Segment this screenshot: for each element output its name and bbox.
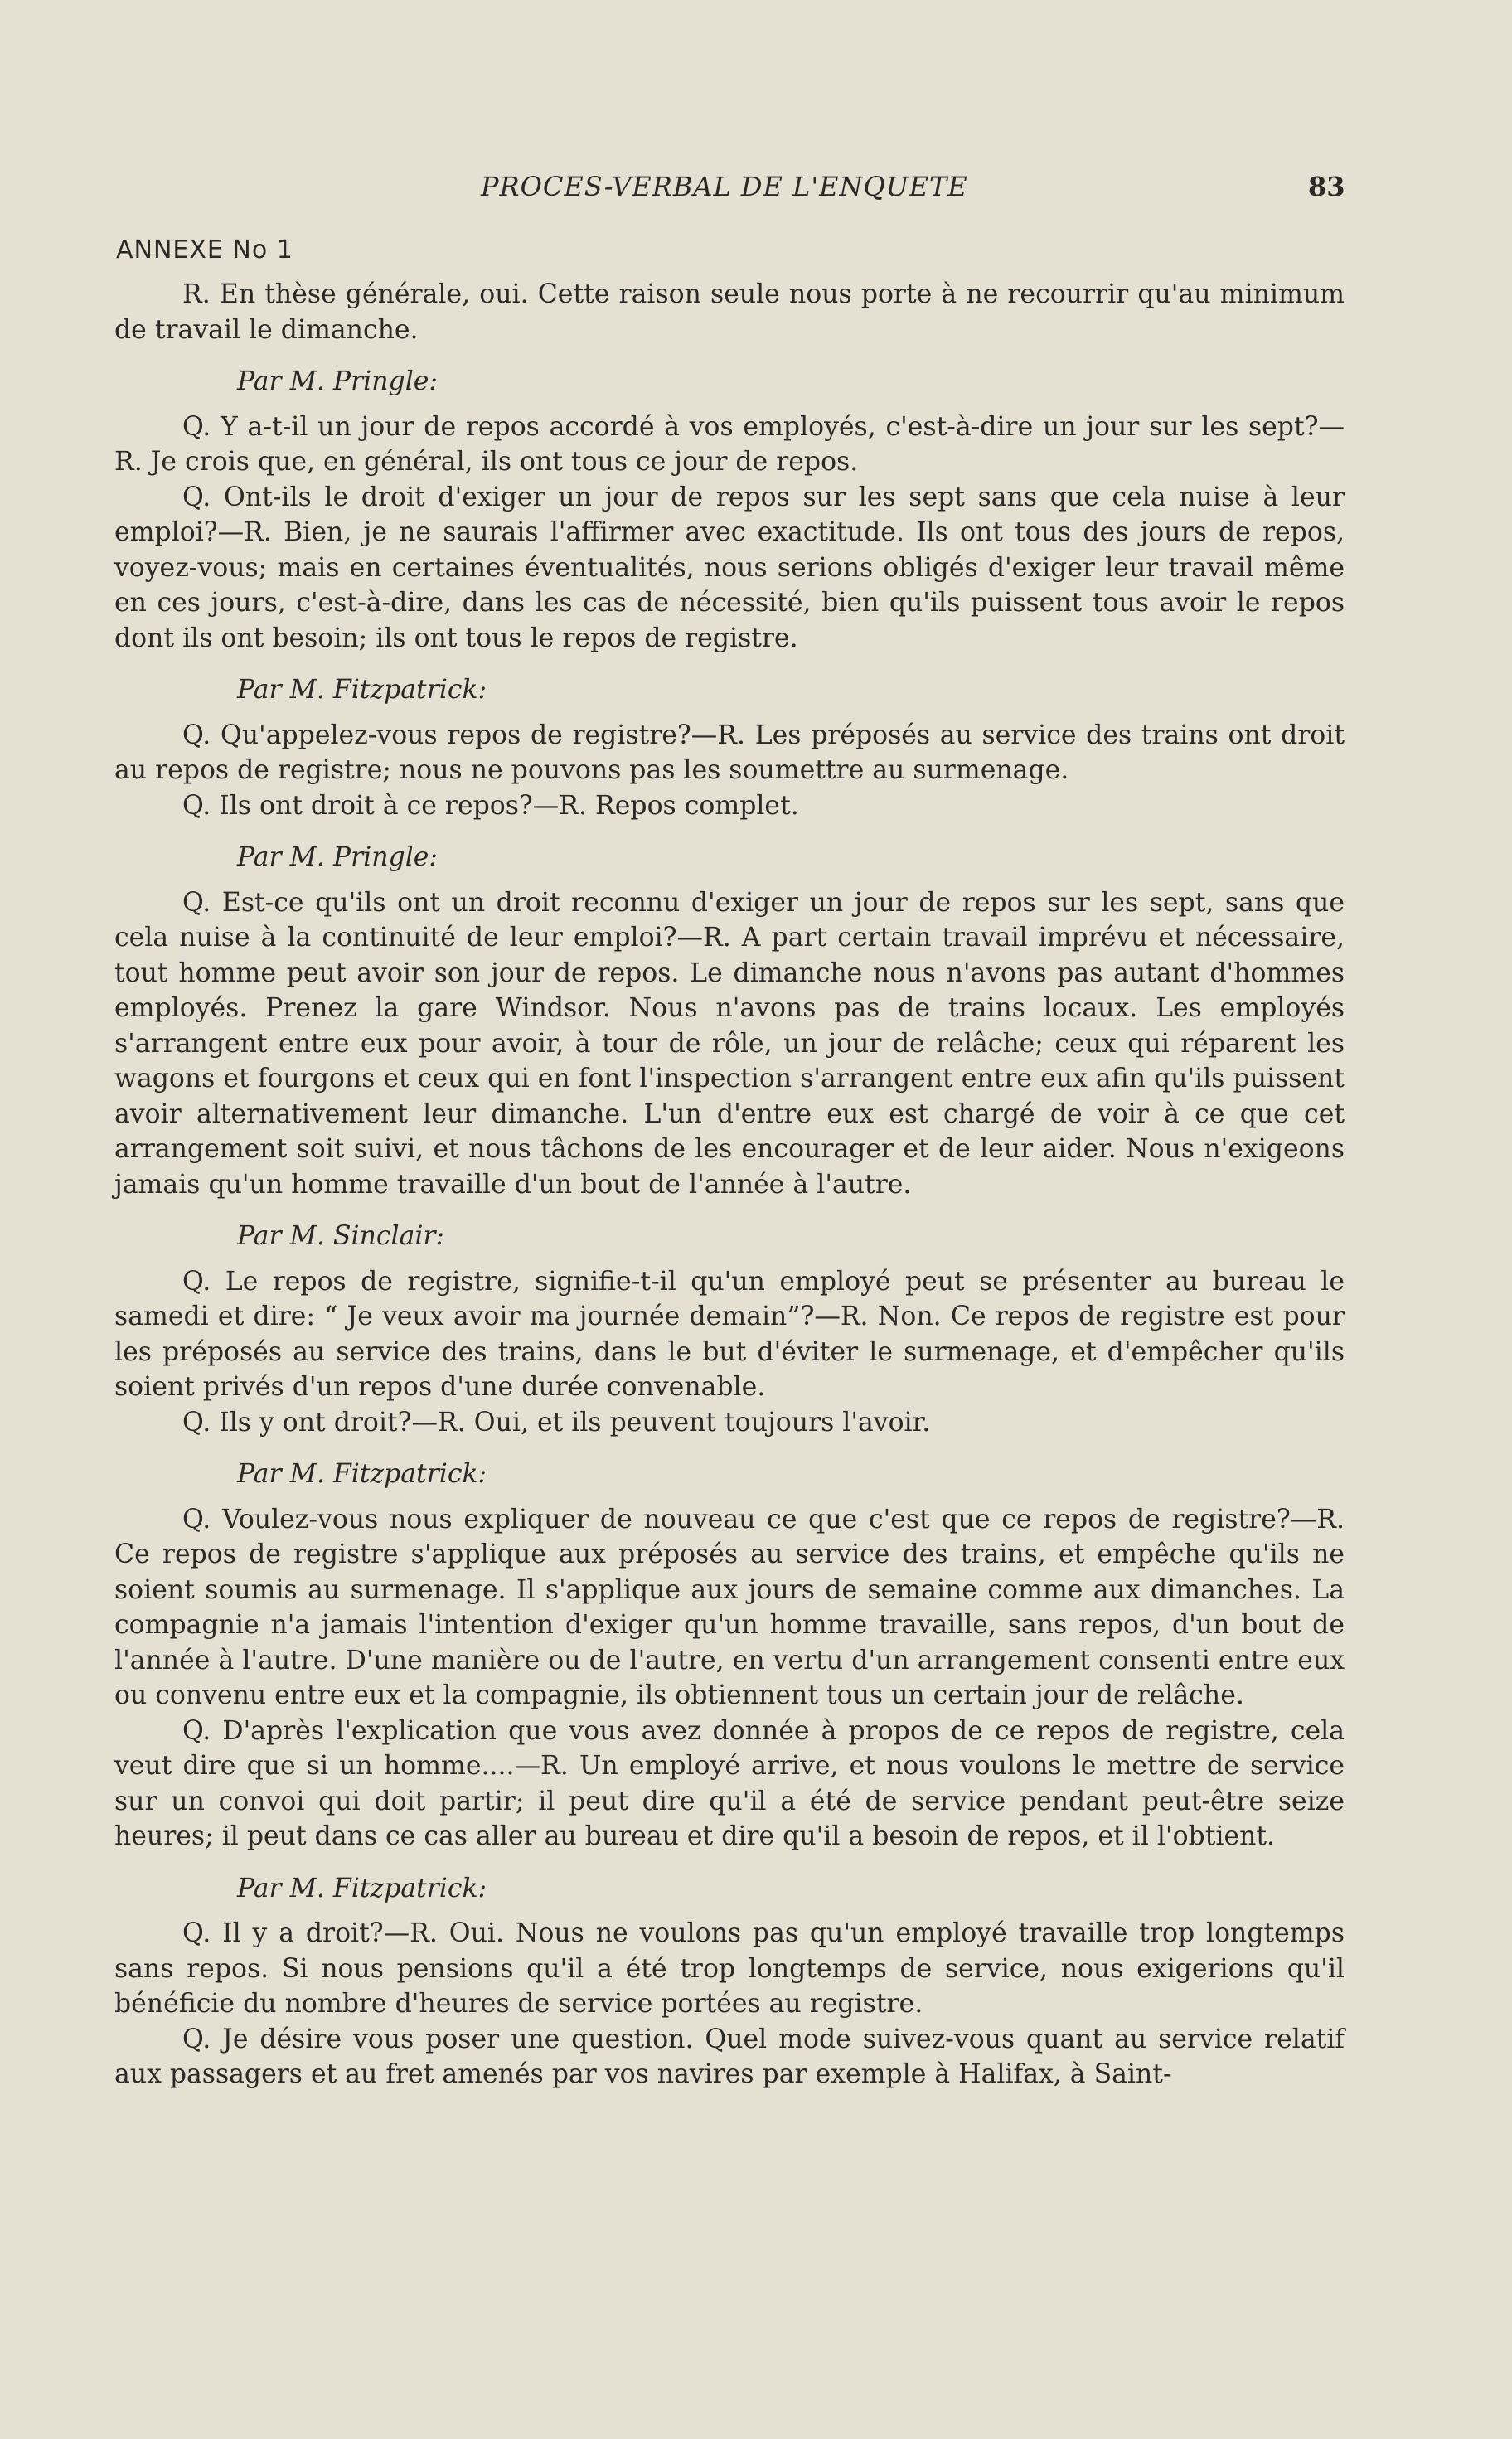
paragraph: Q. Ils ont droit à ce repos?—R. Repos complet. <box>182 790 799 821</box>
annex-label: ANNEXE No 1 <box>116 235 293 264</box>
paragraph: Q. Qu'appelez-vous repos de registre?—R. Les préposés au service des trains ont droit au repos de registre; nous ne pouvons pas les soumettre au surmenage. <box>114 720 1345 785</box>
speaker-heading: Par M. Pringle: <box>237 842 439 872</box>
speaker-heading: Par M. Pringle: <box>237 366 439 396</box>
paragraph: Q. Ils y ont droit?—R. Oui, et ils peuvent toujours l'avoir. <box>182 1407 931 1438</box>
paragraph: Q. Je désire vous poser une question. Quel mode suivez-vous quant au service relatif aux passagers et au fret amenés par vos navires par exemple à Halifax, à Saint- <box>114 2024 1345 2089</box>
running-title: PROCES-VERBAL DE L'ENQUETE <box>481 171 968 202</box>
paragraph: Q. Le repos de registre, signifie-t-il qu'un employé peut se présenter au bureau le samedi et dire: “ Je veux avoir ma journée demain”?—R. Non. Ce repos de registre est pour les préposés au service des trains, dans le but d'éviter le surmenage, et d'empêcher qu'ils soient privés d'un repos d'une durée convenable. <box>114 1266 1345 1402</box>
paragraph: Q. Il y a droit?—R. Oui. Nous ne voulons pas qu'un employé travaille trop longtemps sans repos. Si nous pensions qu'il a été trop longtemps de service, nous exigerions qu'il bénéficie du nombre d'heures de service portées au registre. <box>114 1918 1345 2019</box>
paragraph: Q. Ont-ils le droit d'exiger un jour de repos sur les sept sans que cela nuise à leur emploi?—R. Bien, je ne saurais l'affirmer avec exactitude. Ils ont tous des jours de repos, voyez-vous; mais en certaines éventualités, nous serions obligés d'exiger leur travail même en ces jours, c'est-à-dire, dans les cas de nécessité, bien qu'ils puissent tous avoir le repos dont ils ont besoin; ils ont tous le repos de registre. <box>114 482 1345 653</box>
document-body <box>114 277 1345 2092</box>
paragraph: Q. Voulez-vous nous expliquer de nouveau ce que c'est que ce repos de registre?—R. Ce repos de registre s'applique aux préposés au service des trains, et empêche qu'ils ne soient soumis au surmenage. Il s'applique aux jours de semaine comme aux dimanches. La compagnie n'a jamais l'intention d'exiger qu'un homme travaille, sans repos, d'un bout de l'année à l'autre. D'une manière ou de l'autre, en vertu d'un arrangement consenti entre eux ou convenu entre eux et la compagnie, ils obtiennent tous un certain jour de relâche. <box>114 1504 1345 1710</box>
paragraph: Q. Y a-t-il un jour de repos accordé à vos employés, c'est-à-dire un jour sur les sept?—R. Je crois que, en général, ils ont tous ce jour de repos. <box>114 411 1345 477</box>
page-number: 83 <box>1308 171 1345 202</box>
speaker-heading: Par M. Fitzpatrick: <box>237 675 487 705</box>
speaker-heading: Par M. Sinclair: <box>237 1221 445 1251</box>
speaker-heading: Par M. Fitzpatrick: <box>237 1459 487 1489</box>
paragraph: Q. D'après l'explication que vous avez donnée à propos de ce repos de registre, cela veut dire que si un homme....—R. Un employé arrive, et nous voulons le mettre de service sur un convoi qui doit partir; il peut dire qu'il a été de service pendant peut-être seize heures; il peut dans ce cas aller au bureau et dire qu'il a besoin de repos, et il l'obtient. <box>114 1715 1345 1851</box>
paragraph: R. En thèse générale, oui. Cette raison seule nous porte à ne recourrir qu'au minimum de travail le dimanche. <box>114 279 1345 345</box>
speaker-heading: Par M. Fitzpatrick: <box>237 1873 487 1903</box>
paragraph: Q. Est-ce qu'ils ont un droit reconnu d'exiger un jour de repos sur les sept, sans que cela nuise à la continuité de leur emploi?—R. A part certain travail imprévu et nécessaire, tout homme peut avoir son jour de repos. Le dimanche nous n'avons pas autant d'hommes employés. Prenez la gare Windsor. Nous n'avons pas de trains locaux. Les employés s'arrangent entre eux pour avoir, à tour de rôle, un jour de relâche; ceux qui réparent les wagons et fourgons et ceux qui en font l'inspection s'arrangent entre eux afin qu'ils puissent avoir alternativement leur dimanche. L'un d'entre eux est chargé de voir à ce que cet arrangement soit suivi, et nous tâchons de les encourager et de leur aider. Nous n'exigeons jamais qu'un homme travaille d'un bout de l'année à l'autre. <box>114 887 1345 1200</box>
